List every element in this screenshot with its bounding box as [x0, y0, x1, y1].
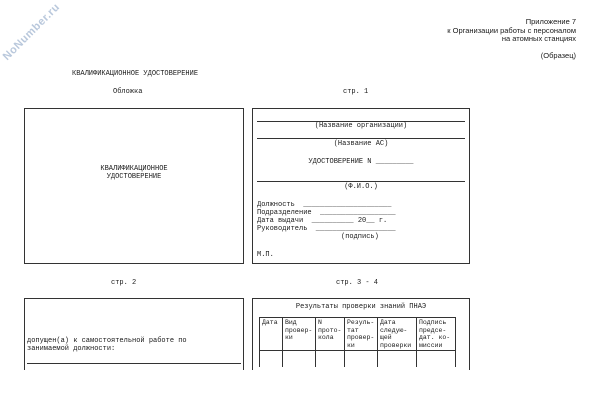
cell-next-check-date [378, 351, 417, 368]
cell-result [345, 351, 378, 368]
cell-protocol-no [316, 351, 345, 368]
appendix-note [447, 18, 576, 60]
cell-check-type [283, 351, 316, 368]
page-2-label: стр. 2 [111, 279, 137, 287]
results-header-row [260, 318, 456, 351]
cover-panel [24, 108, 244, 264]
cover-title-line-2: УДОСТОВЕРЕНИЕ [106, 173, 162, 181]
page-3-4-panel [252, 298, 470, 370]
admission-text-line-1: допущен(а) к самостоятельной работе по [27, 337, 187, 345]
sample-label: (Образец) [540, 50, 576, 60]
stamp-label: М.П. [257, 251, 274, 259]
fio-caption: (Ф.И.О.) [344, 183, 378, 191]
admission-text-line-2: занимаемой должности: [27, 345, 116, 353]
position-line [27, 363, 241, 364]
certificate-number: УДОСТОВЕРЕНИЕ N _________ [308, 158, 414, 166]
cover-title-line-1: КВАЛИФИКАЦИОННОЕ [100, 165, 168, 173]
appendix-line-3: на атомных станциях [501, 34, 576, 44]
head-field: Руководитель ___________________ [257, 225, 396, 233]
fio-line [257, 181, 465, 182]
col-result: Резуль- тат провер- ки [345, 318, 378, 351]
cover-label: Обложка [113, 88, 143, 96]
results-table [259, 317, 456, 367]
plant-name-caption: (Название АС) [333, 140, 389, 148]
page-2-panel [24, 298, 244, 370]
cell-date [260, 351, 283, 368]
division-field: Подразделение __________________ [257, 209, 396, 217]
col-chair-signature: Подпись предсе- дат. ко- миссии [417, 318, 456, 351]
col-date: Дата [260, 318, 283, 351]
page-3-4-label: стр. 3 - 4 [336, 279, 379, 287]
results-title: Результаты проверки знаний ПНАЭ [295, 303, 427, 311]
page-1-panel [252, 108, 470, 264]
appendix-line-1: Приложение 7 [525, 17, 576, 26]
col-check-type: Вид провер- ки [283, 318, 316, 351]
appendix-line-2: к Организации работы с персоналом [447, 25, 576, 35]
document-title: КВАЛИФИКАЦИОННОЕ УДОСТОВЕРЕНИЕ [72, 70, 199, 78]
col-next-check-date: Дата следую- щей проверки [378, 318, 417, 351]
page-1-label: стр. 1 [343, 88, 369, 96]
org-name-caption: (Название организации) [314, 122, 408, 130]
col-protocol-no: N прото- кола [316, 318, 345, 351]
position-field: Должность _____________________ [257, 201, 392, 209]
results-body-row [260, 351, 456, 368]
issue-date-field: Дата выдачи __________ 20__ г. [257, 217, 388, 225]
signature-caption: (подпись) [341, 233, 379, 241]
plant-name-line [257, 138, 465, 139]
watermark: NoNumber.ru [0, 1, 63, 63]
cell-chair-signature [417, 351, 456, 368]
